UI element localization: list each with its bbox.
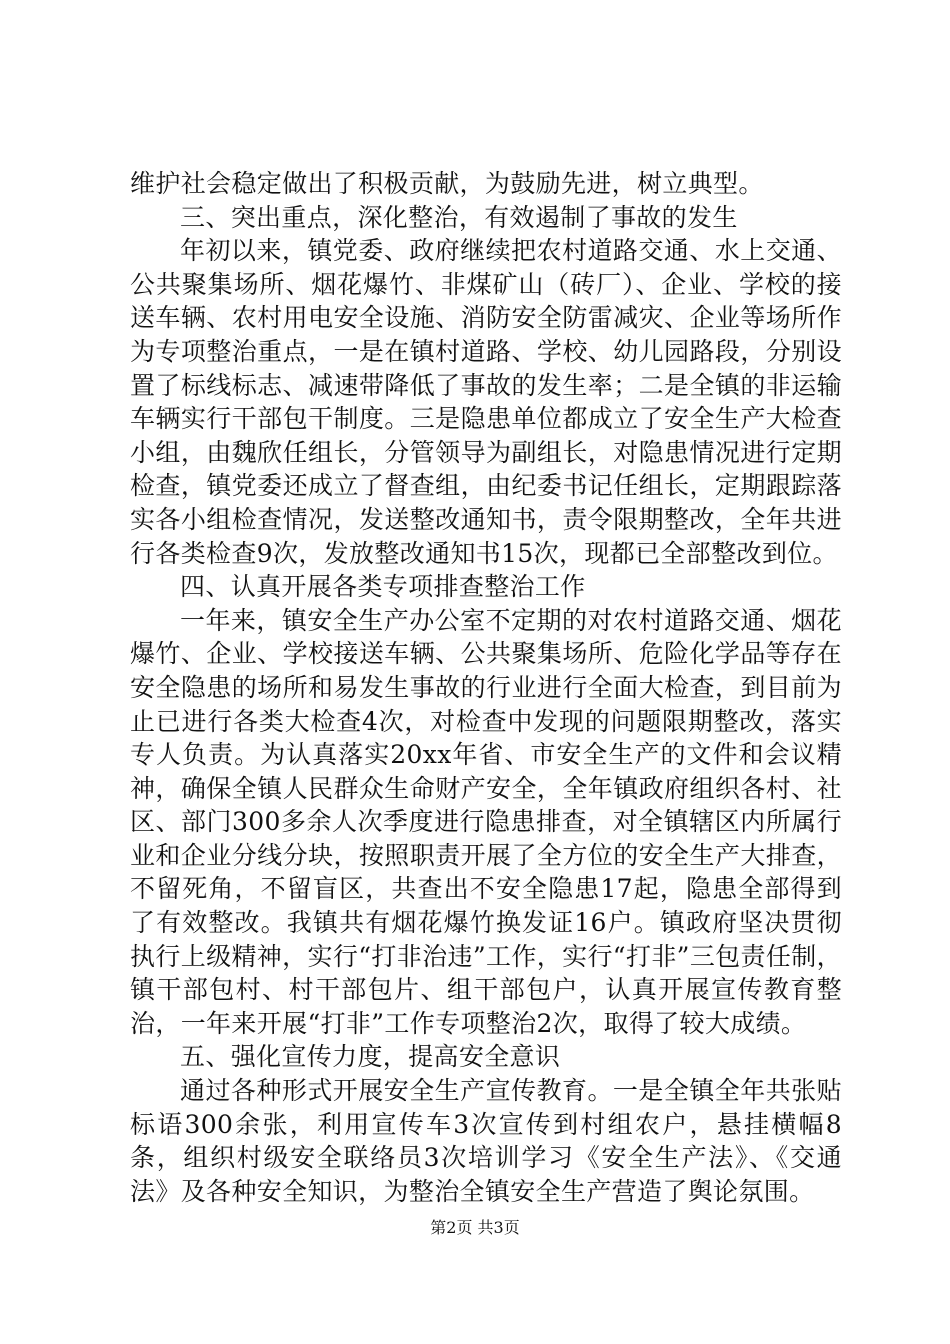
section-heading-3: 三、突出重点，深化整治，有效遏制了事故的发生 — [180, 202, 738, 232]
paragraph-section-5: 通过各种形式开展安全生产宣传教育。一是全镇全年共张贴标语300余张，利用宣传车3次宣传到村组农户，悬挂横幅8条，组织村级安全联络员3次培训学习《安全生产法》、《交通法》及各种安全知识，为整治全镇安全生产营造了舆论氛围。 — [130, 1076, 842, 1206]
paragraph-continuation: 维护社会稳定做出了积极贡献，为鼓励先进，树立典型。 — [130, 169, 764, 198]
section-heading-5: 五、强化宣传力度，提高安全意识 — [180, 1042, 561, 1072]
section-heading-4: 四、认真开展各类专项排查整治工作 — [180, 572, 586, 602]
paragraph-section-4: 一年来，镇安全生产办公室不定期的对农村道路交通、烟花爆竹、企业、学校接送车辆、公共聚集场所、危险化学品等存在安全隐患的场所和易发生事故的行业进行全面大检查，到目前为止已进行各类大检查4次，对检查中发现的问题限期整改，落实专人负责。为认真落实20xx年省、市安全生产的文件和会议精神，确保全镇人民群众生命财产安全，全年镇政府组织各村、社区、部门300多余人次季度进行隐患排查，对全镇辖区内所属行业和企业分线分块，按照职责开展了全方位的安全生产大排查，不留死角，不留盲区，共查出不安全隐患17起，隐患全部得到了有效整改。我镇共有烟花爆竹换发证16户。镇政府坚决贯彻执行上级精神，实行“打非治违”工作，实行“打非”三包责任制，镇干部包村、村干部包片、组干部包户，认真开展宣传教育整治，一年来开展“打非”工作专项整治2次，取得了较大成绩。 — [130, 605, 842, 1038]
page-number-footer: 第2页 共3页 — [430, 1218, 520, 1237]
paragraph-section-3: 年初以来，镇党委、政府继续把农村道路交通、水上交通、公共聚集场所、烟花爆竹、非煤矿山（砖厂）、企业、学校的接送车辆、农村用电安全设施、消防安全防雷减灾、企业等场所作为专项整治重点，一是在镇村道路、学校、幼儿园路段，分别设置了标线标志、减速带降低了事故的发生率；二是全镇的非运输车辆实行干部包干制度。三是隐患单位都成立了安全生产大检查小组，由魏欣任组长，分管领导为副组长，对隐患情况进行定期检查，镇党委还成立了督查组，由纪委书记任组长，定期跟踪落实各小组检查情况，发送整改通知书，责令限期整改，全年共进行各类检查9次，发放整改通知书15次，现都已全部整改到位。 — [130, 236, 842, 568]
document-body — [130, 167, 842, 1208]
